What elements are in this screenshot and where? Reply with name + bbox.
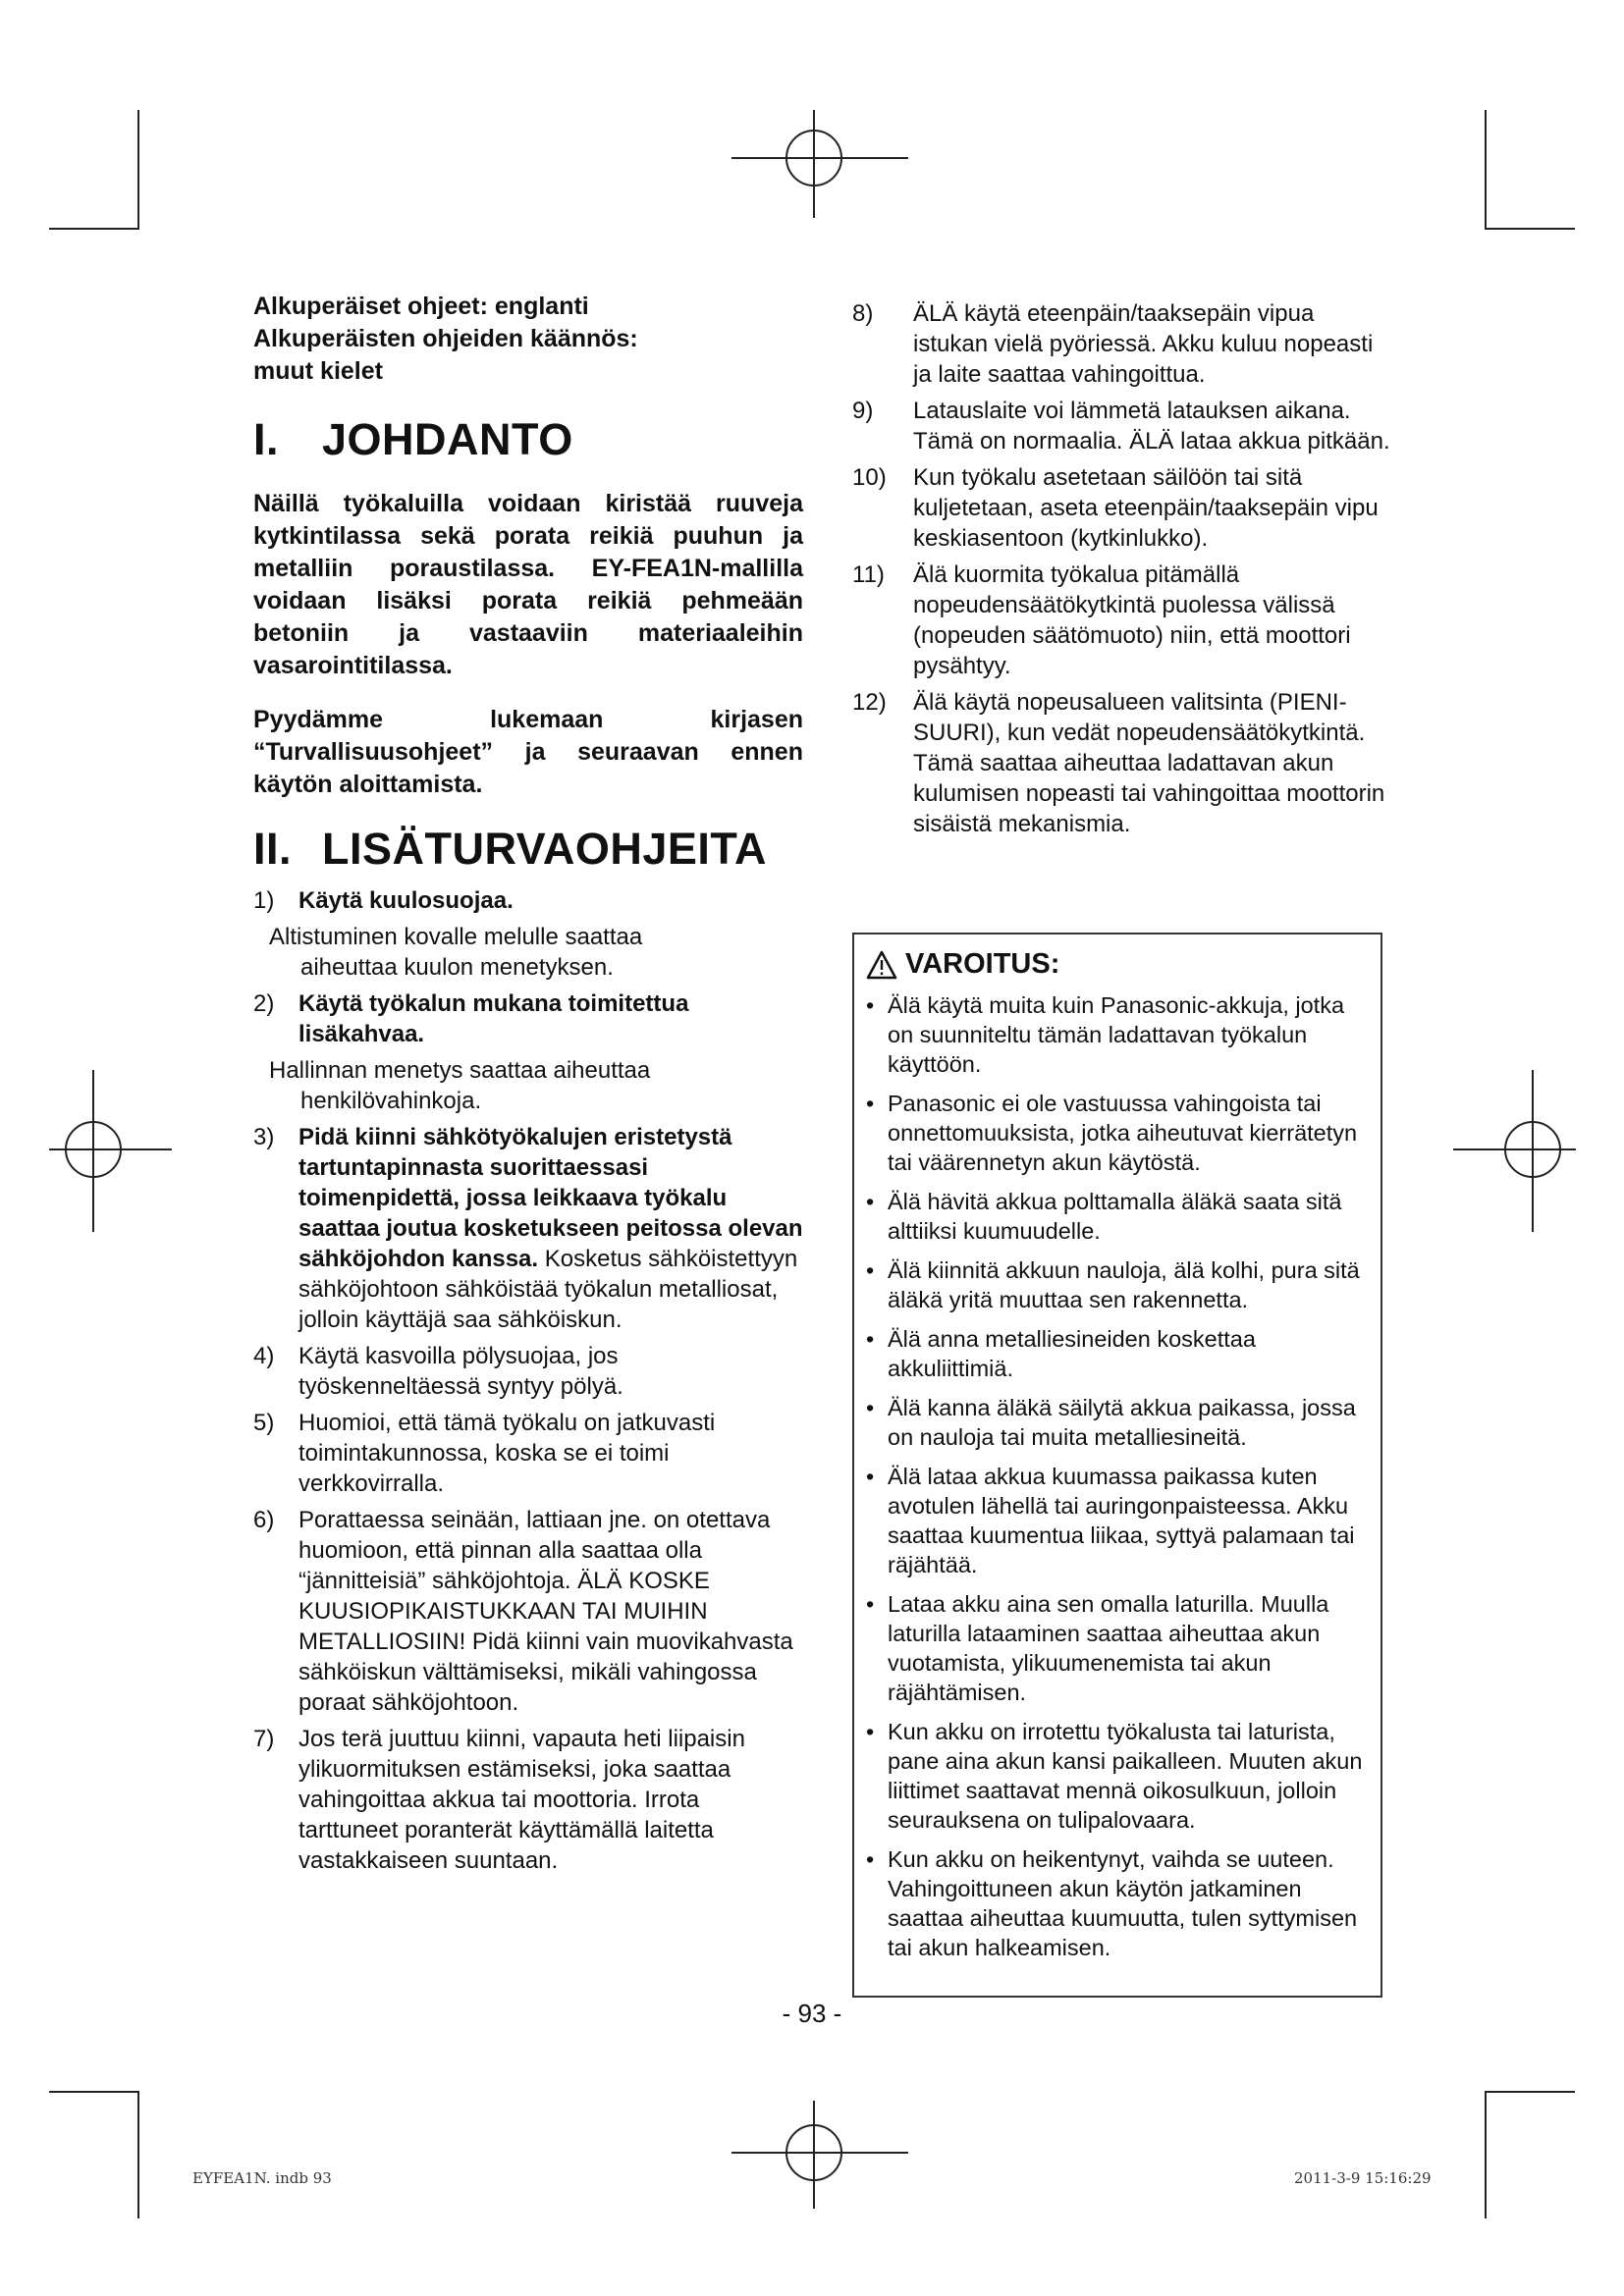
item-body: Porattaessa seinään, lattiaan jne. on otettava huomioon, että pinnan alla saattaa olla “jännitteisiä” sähköjohtoja. ÄLÄ KOSKE KUUSIOPIKAISTUKKAAN TAI MUIHIN METALLIOSIIN! Pidä kiinni vain muovikahvasta sähköiskun välttämiseksi, mikäli vahingossa poraat sähköjohtoon. [298,1507,793,1716]
crop-mark [137,2091,139,2218]
warning-box [852,933,1382,1998]
safety-note [253,922,803,983]
warning-bullet [866,1255,1369,1314]
warning-title-text: VAROITUS: [905,948,1060,980]
note-text: henkilövahinkoja. [300,1088,482,1114]
item-heading: Käytä kuulosuojaa. [298,887,514,914]
safety-item [253,885,803,916]
warning-title [866,948,1369,981]
origin-line: Alkuperäisten ohjeiden käännös: [253,325,638,352]
intro-paragraph: Näillä työkaluilla voidaan kiristää ruuveja kytkintilassa sekä porata reikiä puuhun ja metalliin poraustilassa. EY-FEA1N-mallilla voidaan lisäksi porata reikiä pehmeään betoniin ja vastaaviin materiaaleihin vasarointitilassa. [253,490,803,679]
section-number: I. [253,414,280,464]
intro-paragraph: Pyydämme lukemaan kirjasen “Turvallisuusohjeet” ja seuraavan ennen käytön aloittamista. [253,706,803,798]
bullet-text: Älä lataa akkua kuumassa paikassa kuten avotulen lähellä tai auringonpaisteessa. Akku saattaa kuumentua liikaa, syttyä palamaan tai räjähtää. [888,1464,1355,1577]
safety-item [852,462,1390,554]
safety-item [852,396,1390,456]
warning-bullet [866,1089,1369,1177]
item-text [298,1122,803,1335]
safety-item [253,988,803,1049]
item-number: 12) [852,689,887,716]
item-body: Kosketus sähköistettyyn sähköjohtoon sähköistää työkalun metalliosat, jolloin käyttäjä saa sähköiskun. [298,1246,798,1333]
left-column [253,291,803,1882]
item-number: 8) [852,300,874,327]
bullet-icon: • [866,1846,875,1872]
item-body: Käytä kasvoilla pölysuojaa, jos työskenneltäessä syntyy pölyä. [298,1343,623,1400]
safety-item [852,687,1390,839]
item-body: Huomioi, että tämä työkalu on jatkuvasti toimintakunnossa, koska se ei toimi verkkovirralla. [298,1410,716,1497]
registration-circle-right [1504,1121,1561,1178]
crop-mark [49,228,139,230]
page-number: - 93 - [782,1999,842,2028]
warning-bullet [866,1589,1369,1707]
safety-item [852,560,1390,681]
item-number: 6) [253,1507,275,1533]
section-heading-johdanto [253,413,803,466]
registration-circle-bottom [785,2124,842,2181]
registration-circle-left [65,1121,122,1178]
bullet-icon: • [866,1189,875,1214]
warning-bullet [866,990,1369,1079]
item-number: 2) [253,990,275,1017]
bullet-icon: • [866,1591,875,1617]
bullet-text: Kun akku on heikentynyt, vaihda se uuteen. Vahingoittuneen akun käytön jatkaminen saattaa aiheuttaa kuumuutta, tulen syttymisen tai akun halkeamisen. [888,1846,1358,1960]
warning-bullet [866,1393,1369,1452]
crop-mark [137,110,139,230]
safety-item [253,1341,803,1402]
item-number: 4) [253,1343,275,1369]
note-text: Hallinnan menetys saattaa aiheuttaa [269,1057,651,1084]
warning-bullet [866,1844,1369,1962]
item-number: 7) [253,1726,275,1752]
registration-circle-top [785,130,842,187]
bullet-icon: • [866,1719,875,1744]
item-body: Jos terä juuttuu kiinni, vapauta heti liipaisin ylikuormituksen estämiseksi, joka saattaa vahingoittaa akkua tai moottoria. Irrota tarttuneet poranterät käyttämällä laitetta vastakkaiseen suuntaan. [298,1726,745,1874]
bullet-text: Älä hävitä akkua polttamalla äläkä saata sitä alttiiksi kuumuudelle. [888,1189,1342,1244]
safety-item [253,1724,803,1876]
item-body: Latauslaite voi lämmetä latauksen aikana. Tämä on normaalia. ÄLÄ lataa akkua pitkään. [913,398,1390,454]
warning-triangle-icon [866,950,897,980]
footer-date: 2011-3-9 15:16:29 [1294,2169,1432,2187]
crop-mark [49,2091,139,2093]
crop-mark [1485,2091,1575,2093]
safety-item [253,1408,803,1499]
bullet-text: Lataa akku aina sen omalla laturilla. Muulla laturilla lataaminen saattaa aiheuttaa akun vuotamista, ylikuumenemista tai akun räjähtämisen. [888,1591,1329,1705]
item-heading: Käytä työkalun mukana toimitettua lisäkahvaa. [298,990,689,1047]
safety-item [852,298,1390,390]
safety-note [253,1055,803,1116]
bullet-text: Kun akku on irrotettu työkalusta tai laturista, pane aina akun kansi paikalleen. Muuten akun liittimet saattavat mennä oikosulkuun, jolloin seurauksena on tulipalovaara. [888,1719,1363,1833]
right-column [852,298,1390,845]
bullet-text: Älä kanna äläkä säilytä akkua paikassa, jossa on nauloja tai muita metalliesineitä. [888,1395,1356,1450]
warning-bullet [866,1462,1369,1579]
item-number: 3) [253,1124,275,1150]
crop-mark [1485,228,1575,230]
section-heading-lisaturvaohjeita [253,823,803,876]
section-number: II. [253,824,293,874]
warning-bullet [866,1717,1369,1835]
item-heading: Pidä kiinni sähkötyökalujen eristetystä tartuntapinnasta suorittaessasi toimenpidettä, jossa leikkaava työkalu saattaa joutua kosketukseen peitossa olevan sähköjohdon kanssa. [298,1124,803,1272]
bullet-text: Panasonic ei ole vastuussa vahingoista tai onnettomuuksista, jotka aiheutuvat kierrätetyn tai väärennetyn akun käytöstä. [888,1091,1358,1175]
bullet-text: Älä anna metalliesineiden koskettaa akkuliittimiä. [888,1326,1256,1381]
item-body: Älä käytä nopeusalueen valitsinta (PIENI-SUURI), kun vedät nopeudensäätökytkintä. Tämä saattaa aiheuttaa ladattavan akun kulumisen nopeasti tai vahingoittaa moottorin sisäistä mekanismia. [913,689,1385,837]
item-body: ÄLÄ käytä eteenpäin/taaksepäin vipua istukan vielä pyöriessä. Akku kuluu nopeasti ja laite saattaa vahingoittua. [913,300,1374,388]
section-title: JOHDANTO [322,414,573,464]
crop-mark [1485,2091,1487,2218]
note-text: aiheuttaa kuulon menetyksen. [300,954,614,981]
origin-line: Alkuperäiset ohjeet: englanti [253,293,589,320]
item-number: 5) [253,1410,275,1436]
note-text: Altistuminen kovalle melulle saattaa [269,924,643,950]
item-number: 11) [852,561,885,588]
item-number: 9) [852,398,874,424]
origin-line: muut kielet [253,357,383,385]
item-number: 1) [253,887,275,914]
warning-bullet [866,1187,1369,1246]
section-title: LISÄTURVAOHJEITA [322,824,768,874]
safety-item [253,1122,803,1335]
origin-note [253,291,803,388]
bullet-text: Älä kiinnitä akkuun nauloja, älä kolhi, pura sitä äläkä yritä muuttaa sen rakennetta. [888,1257,1360,1312]
bullet-icon: • [866,1257,875,1283]
warning-bullet [866,1324,1369,1383]
item-body: Älä kuormita työkalua pitämällä nopeudensäätökytkintä puolessa välissä (nopeuden säätömuoto) niin, että moottori pysähtyy. [913,561,1351,679]
bullet-text: Älä käytä muita kuin Panasonic-akkuja, jotka on suunniteltu tämän ladattavan työkalun käyttöön. [888,992,1345,1077]
bullet-icon: • [866,1395,875,1420]
crop-mark [1485,110,1487,230]
bullet-icon: • [866,992,875,1018]
bullet-icon: • [866,1326,875,1352]
item-body: Kun työkalu asetetaan säilöön tai sitä kuljetetaan, aseta eteenpäin/taaksepäin vipu keskiasentoon (kytkinlukko). [913,464,1379,552]
item-number: 10) [852,464,887,491]
bullet-icon: • [866,1464,875,1489]
bullet-icon: • [866,1091,875,1116]
footer-file: EYFEA1N. indb 93 [192,2169,332,2187]
safety-item [253,1505,803,1718]
